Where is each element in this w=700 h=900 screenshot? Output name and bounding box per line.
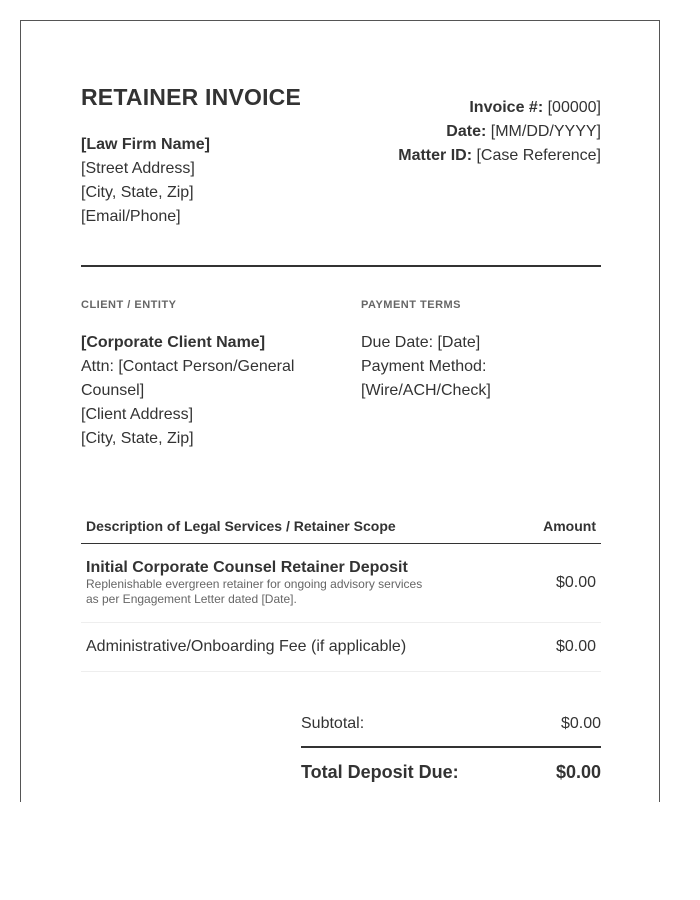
- client-address: [Client Address]: [81, 406, 194, 423]
- payment-terms-heading: PAYMENT TERMS: [361, 299, 462, 311]
- services-table: [81, 508, 601, 672]
- header-divider: [81, 265, 601, 267]
- subtotal-value: $0.00: [560, 715, 601, 732]
- invoice-title: RETAINER INVOICE: [81, 84, 302, 110]
- row-title: Initial Corporate Counsel Retainer Deposit: [86, 559, 408, 576]
- invoice-number-label: Invoice #:: [469, 99, 544, 116]
- invoice-meta: [398, 96, 601, 168]
- total-row: [301, 748, 601, 788]
- firm-contact: [Email/Phone]: [81, 208, 181, 225]
- invoice-date-label: Date:: [446, 123, 487, 140]
- total-value: $0.00: [555, 762, 601, 782]
- row-amount: $0.00: [555, 574, 596, 591]
- amount-column-header: Amount: [543, 518, 596, 534]
- subtotal-label: Subtotal:: [301, 715, 365, 732]
- totals-block: [301, 712, 601, 788]
- table-row: [81, 544, 601, 623]
- table-header: [81, 508, 601, 544]
- invoice-date-value: [MM/DD/YYYY]: [490, 123, 601, 140]
- firm-name: [Law Firm Name]: [81, 136, 210, 153]
- matter-id-label: Matter ID:: [398, 147, 473, 164]
- invoice-date-row: [398, 120, 601, 144]
- client-heading: CLIENT / ENTITY: [81, 299, 177, 311]
- payment-method: Payment Method: [Wire/ACH/Check]: [361, 358, 491, 399]
- table-row: [81, 623, 601, 672]
- payment-terms-block: [361, 331, 561, 403]
- subtotal-row: [301, 712, 601, 748]
- matter-id-value: [Case Reference]: [476, 147, 601, 164]
- firm-street: [Street Address]: [81, 160, 195, 177]
- client-name: [Corporate Client Name]: [81, 334, 266, 351]
- firm-block: [81, 133, 210, 229]
- matter-id-row: [398, 144, 601, 168]
- client-city: [City, State, Zip]: [81, 430, 194, 447]
- invoice-number-row: [398, 96, 601, 120]
- row-title: Administrative/Onboarding Fee (if applicable): [86, 638, 407, 655]
- description-column-header: Description of Legal Services / Retainer Scope: [86, 518, 396, 534]
- invoice-number-value: [00000]: [547, 99, 601, 116]
- total-label: Total Deposit Due:: [301, 762, 459, 782]
- due-date: Due Date: [Date]: [361, 334, 481, 351]
- client-attn: Attn: [Contact Person/General Counsel]: [81, 358, 295, 399]
- row-amount: $0.00: [555, 638, 596, 655]
- firm-city: [City, State, Zip]: [81, 184, 194, 201]
- client-block: [81, 331, 331, 451]
- row-subtitle: Replenishable evergreen retainer for ongoing advisory services as per Engagement Letter dated [Date].: [86, 577, 423, 606]
